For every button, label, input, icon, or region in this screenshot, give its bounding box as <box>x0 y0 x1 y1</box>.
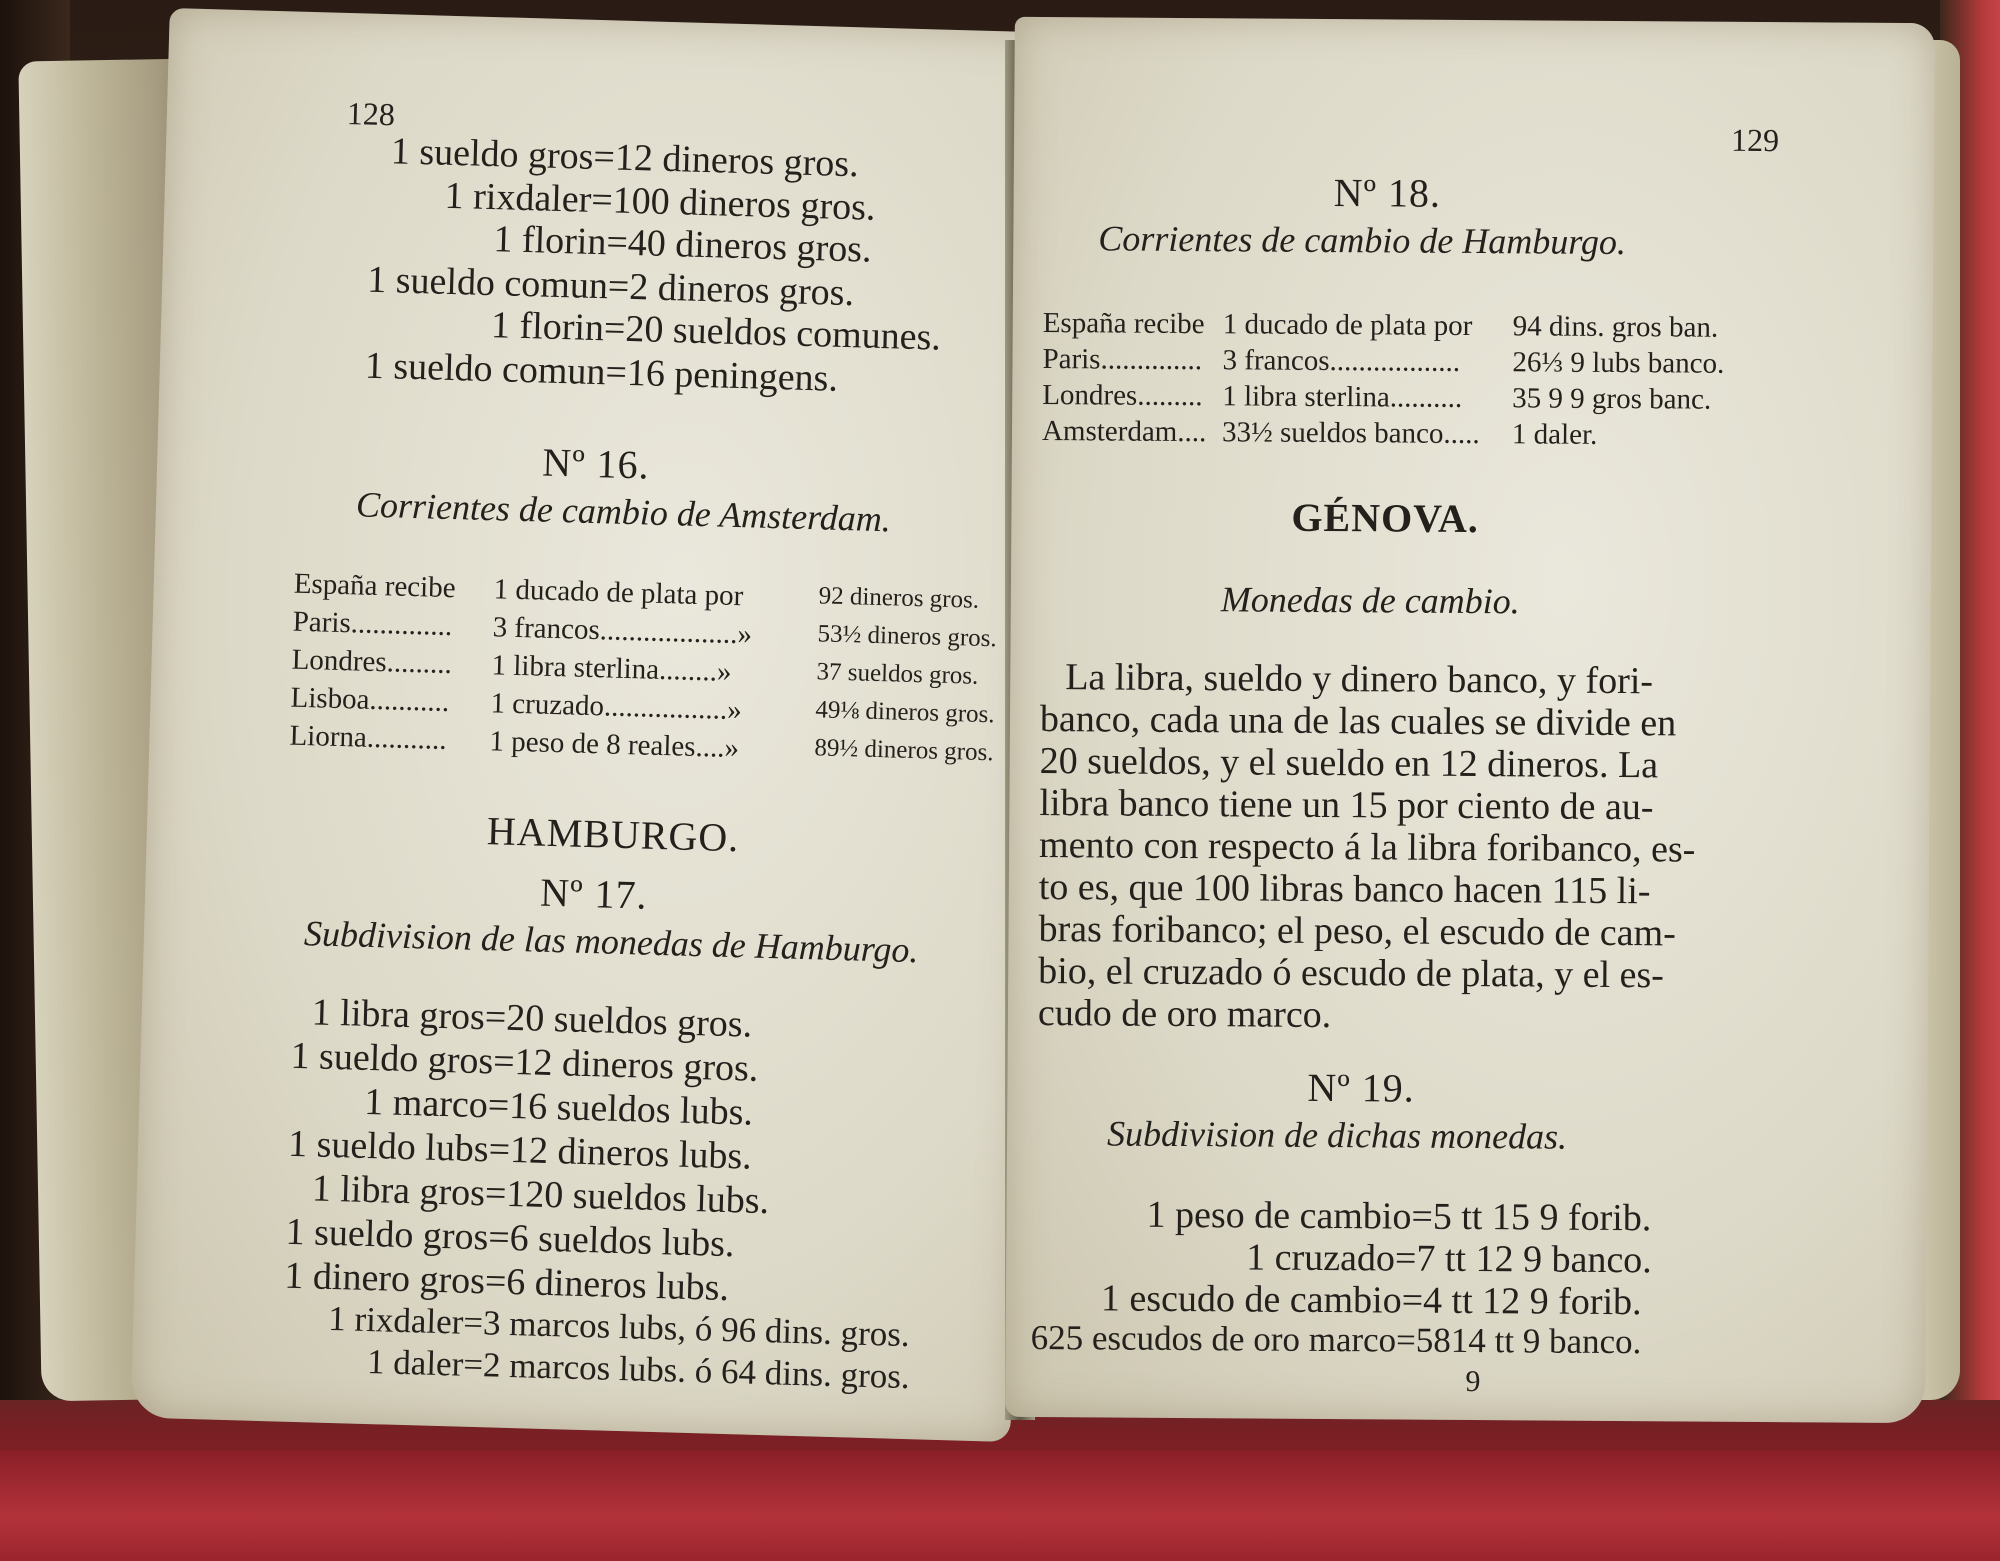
text-line: 1 libra gros=20 sueldos gros. <box>311 991 753 1046</box>
text-line: 1 dinero gros=6 dineros lubs. <box>283 1254 730 1310</box>
paragraph-line: 20 sueldos, y el sueldo en 12 dineros. La <box>1039 739 1659 787</box>
text-line: 1 cruzado=7 tt 12 9 banco. <box>1246 1236 1652 1282</box>
paragraph-line: to es, que 100 libras banco hacen 115 li- <box>1038 865 1651 913</box>
text-line: 1 rixdaler=100 dineros gros. <box>444 174 877 229</box>
table-value: 35 9 9 gros banc. <box>1512 382 1712 416</box>
paragraph-line: libra banco tiene un 15 por ciento de au- <box>1039 781 1654 829</box>
text-line: 1 florin=40 dineros gros. <box>492 218 873 271</box>
text-line: 1 florin=20 sueldos comunes. <box>490 304 942 359</box>
signature-mark: 9 <box>1465 1364 1481 1399</box>
text-line: 625 escudos de oro marco=5814 tt 9 banco. <box>1030 1317 1642 1362</box>
text-line: 1 sueldo gros=6 sueldos lubs. <box>285 1210 736 1266</box>
text-line: 1 marco=16 sueldos lubs. <box>363 1080 754 1134</box>
section-number: Nº 19. <box>1307 1064 1415 1111</box>
paragraph-line: mento con respecto á la libra foribanco, es- <box>1038 823 1696 871</box>
text-line: 1 sueldo gros=12 dineros gros. <box>390 130 860 186</box>
paragraph-line: cudo de oro marco. <box>1037 991 1332 1037</box>
table-value: 89½ dineros gros. <box>814 734 994 767</box>
text-line: 1 sueldo comun=2 dineros gros. <box>366 258 855 315</box>
text-line: 1 daler=2 marcos lubs. ó 64 dins. gros. <box>366 1342 911 1397</box>
table-place: Paris.............. <box>292 605 453 643</box>
table-item: 1 peso de 8 reales....» <box>489 725 740 765</box>
paragraph-line: banco, cada una de las cuales se divide en <box>1039 697 1677 745</box>
text-line: 1 rixdaler=3 marcos lubs, ó 96 dins. gros. <box>327 1298 911 1355</box>
table-place: Londres......... <box>1042 379 1203 413</box>
table-place: Amsterdam.... <box>1041 415 1207 449</box>
section-heading: GÉNOVA. <box>1291 494 1479 542</box>
section-number: Nº 18. <box>1333 170 1442 216</box>
table-value: 26⅓ 9 lubs banco. <box>1512 346 1725 380</box>
table-place: Lisboa........... <box>290 681 450 719</box>
table-item: 1 ducado de plata por <box>1222 308 1473 343</box>
table-item: 1 cruzado.................» <box>490 687 743 727</box>
table-place: Liorna........... <box>289 719 448 756</box>
table-place: España recibe <box>1042 307 1205 341</box>
page-number: 129 <box>1730 121 1780 159</box>
paragraph-line: bras foribanco; el peso, el escudo de cam- <box>1038 907 1676 955</box>
right-page <box>1005 17 1935 1423</box>
section-title: Subdivision de las monedas de Hamburgo. <box>303 913 920 971</box>
table-item: 3 francos.................. <box>1222 344 1461 378</box>
table-value: 1 daler. <box>1511 418 1598 451</box>
section-title: Corrientes de cambio de Amsterdam. <box>355 484 892 540</box>
paragraph-line: bio, el cruzado ó escudo de plata, y el es- <box>1038 949 1665 997</box>
table-item: 1 libra sterlina.......... <box>1222 380 1463 414</box>
section-number: Nº 17. <box>539 869 649 918</box>
table-value: 94 dins. gros ban. <box>1512 310 1719 344</box>
text-line: 1 libra gros=120 sueldos lubs. <box>311 1167 770 1223</box>
text-line: 1 peso de cambio=5 tt 15 9 forib. <box>1146 1193 1652 1240</box>
table-item: 1 ducado de plata por <box>493 573 744 613</box>
table-place: Londres......... <box>291 643 453 681</box>
red-cloth <box>0 1451 2000 1561</box>
section-number: Nº 16. <box>541 439 651 488</box>
paragraph-line: La libra, sueldo y dinero banco, y fori- <box>1065 656 1654 703</box>
table-item: 1 libra sterlina........» <box>491 649 732 688</box>
table-value: 92 dineros gros. <box>818 582 980 614</box>
table-value: 49⅛ dineros gros. <box>815 696 995 729</box>
text-line: 1 sueldo lubs=12 dineros lubs. <box>287 1122 753 1178</box>
text-line: 1 sueldo gros=12 dineros gros. <box>290 1034 759 1090</box>
text-line: 1 escudo de cambio=4 tt 12 9 forib. <box>1100 1277 1642 1324</box>
section-title: Monedas de cambio. <box>1220 579 1520 622</box>
section-title: Subdivision de dichas monedas. <box>1106 1113 1568 1157</box>
section-heading: HAMBURGO. <box>486 808 740 861</box>
table-place: España recibe <box>293 567 457 605</box>
left-page <box>130 8 1049 1442</box>
page-number: 128 <box>346 94 396 133</box>
table-place: Paris.............. <box>1042 343 1203 377</box>
table-item: 33½ sueldos banco..... <box>1221 416 1480 451</box>
text-line: 1 sueldo comun=16 peningens. <box>364 344 839 400</box>
section-title: Corrientes de cambio de Hamburgo. <box>1098 218 1627 263</box>
table-item: 3 francos...................» <box>492 611 753 651</box>
table-value: 37 sueldos gros. <box>816 658 979 690</box>
table-value: 53½ dineros gros. <box>817 620 998 653</box>
